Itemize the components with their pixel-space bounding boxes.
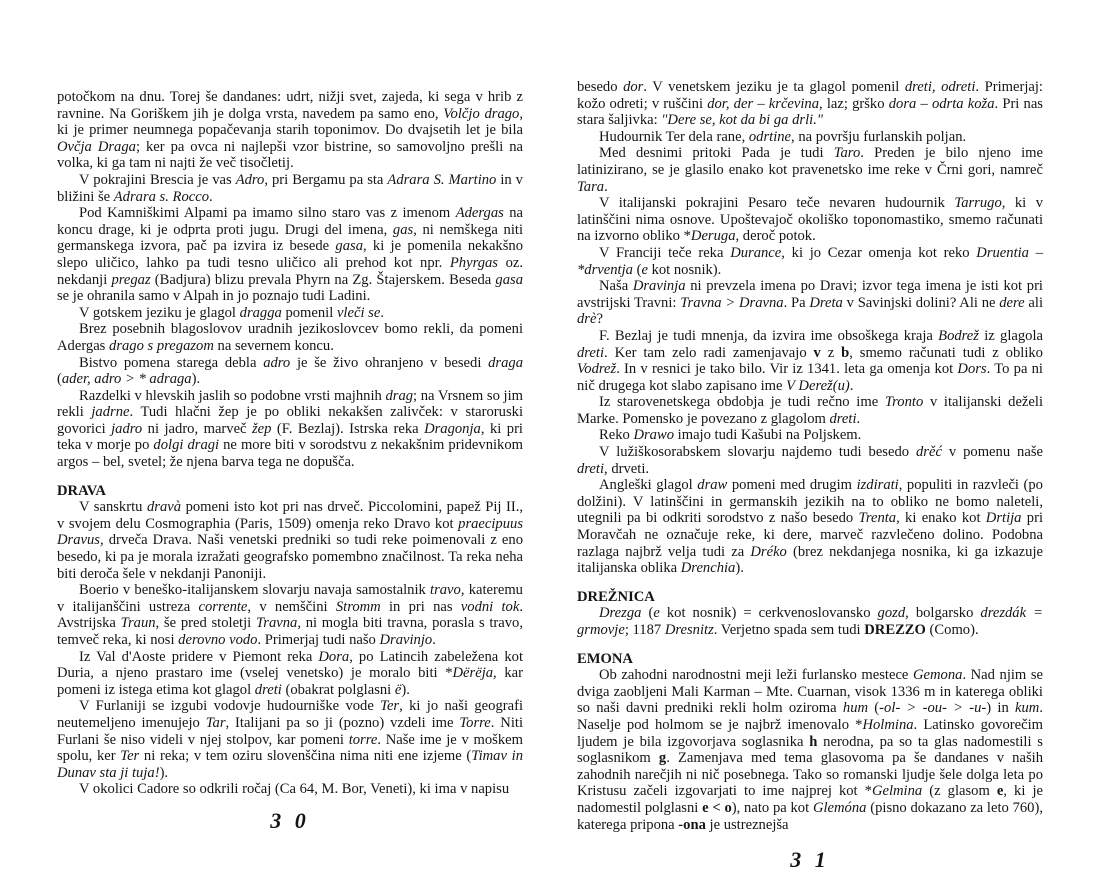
- text-run: V okolici Cadore so odkrili ročaj (Ca 64, M. Bor, Veneti), ki ima v napisu: [79, 781, 510, 798]
- bold-term: b: [841, 344, 850, 361]
- text-run: (Badjura) blizu prevala Phyrn na Zg. Štajerskem. Beseda: [150, 271, 496, 288]
- text-run: oz. nekdanji: [57, 254, 523, 288]
- text-run: , ki v latinščini nima osnove. Upoštevajoč okoliško toponomastiko, smemo računati na izvorno obliko *: [577, 195, 1043, 245]
- paragraph: [57, 649, 523, 699]
- paragraph: [57, 582, 523, 648]
- italic-term: Druentia – *drventja: [577, 244, 1044, 278]
- italic-term: Deruga: [690, 228, 736, 245]
- italic-term: jadrne: [91, 404, 130, 421]
- text-run: , ni nemškega niti germanskega izvora, pač pa izvira iz besede: [57, 221, 524, 255]
- text-run: (: [641, 605, 654, 622]
- text-run: , ki jo Cezar omenja kot reko: [781, 244, 977, 261]
- italic-term: Taro: [833, 145, 861, 162]
- text-run: , kar pomeni iz istega etima kot glagol: [57, 665, 523, 698]
- text-run: . To pa ni nič drugega kot slabo zapisano ime: [577, 361, 1043, 394]
- italic-term: Drezga: [599, 605, 642, 622]
- text-run: na koncu drage, ki je odprta proti jugu. Drugi del imena,: [57, 205, 523, 238]
- text-run: . Nad njim se dviga zaobljeni Mali Karman – Mte. Cuarnan, visok 1336 m in katerega obliki so naši davni predniki rekli holm oziroma: [577, 667, 1043, 717]
- text-run: pomeni isto kot pri nas drveč. Piccolomini, papež Pij II., v svojem delu Cosmographia (Paris, 1509) omenja reko Dravo kot: [57, 499, 523, 532]
- text-run: Angleški glagol: [599, 477, 698, 494]
- bold-term: g: [658, 750, 667, 767]
- section-dreznica-body: [577, 605, 1043, 638]
- text-run: (obakrat polglasni: [281, 681, 395, 698]
- text-run: Med desnimi pritoki Pada je tudi: [599, 145, 834, 162]
- text-run: . Niti Furlani še niso videli v njej stolpov, kar pomeni: [57, 714, 523, 748]
- italic-term: dor: [623, 79, 644, 95]
- right-intro: [577, 79, 1043, 577]
- bold-term: h: [809, 733, 818, 750]
- text-run: Razdelki v hlevskih jaslih so podobne vrsti majhnih: [79, 387, 386, 404]
- text-run: ne more biti v sorodstvu z nekakšnim pridevnikom argos – bel, svetel; že njena barva tega ne dopušča.: [57, 437, 523, 471]
- italic-term: dreti, odreti: [904, 79, 976, 95]
- text-run: imajo tudi Kašubi na Poljskem.: [674, 427, 862, 444]
- text-run: ).: [401, 681, 410, 698]
- text-run: V sanskrtu: [79, 499, 147, 516]
- text-run: . Tudi hlačni žep je po obliki nekakšen zalivček: v staroruski govorici: [57, 404, 523, 437]
- italic-term: hum: [842, 700, 869, 717]
- italic-term: dora – odrta koža: [888, 95, 995, 112]
- text-run: na severnem koncu.: [213, 337, 334, 354]
- italic-term: corrente: [198, 598, 248, 615]
- italic-term: pregaz: [111, 271, 151, 288]
- italic-term: Dors: [957, 361, 987, 378]
- text-run: ).: [159, 764, 169, 781]
- italic-term: dreti: [577, 460, 605, 477]
- italic-term: V Derež(u): [786, 377, 850, 394]
- text-run: (pisno dokazano za leto 760), katerega pripona: [577, 799, 1043, 833]
- italic-term: -ol- > -ou- > -u-: [879, 700, 987, 717]
- paragraph: [577, 667, 1043, 833]
- text-run: , smemo računati tudi z obliko: [849, 344, 1043, 361]
- italic-term: torre: [348, 731, 378, 748]
- italic-term: Gemona: [912, 667, 963, 684]
- italic-term: dreti: [829, 410, 857, 427]
- text-run: Bistvo pomena starega debla: [79, 354, 264, 371]
- italic-term: Dravinja: [632, 278, 686, 295]
- italic-term: Dora: [318, 648, 350, 665]
- paragraph: [577, 394, 1043, 427]
- text-run: , ki jo naši geografi neutemeljeno imenujejo: [57, 698, 523, 731]
- italic-term: kum: [1015, 700, 1040, 717]
- italic-term: ader, adro > * adraga: [61, 371, 192, 388]
- italic-term: Travna > Dravna: [680, 294, 784, 311]
- text-run: . Pa: [783, 294, 810, 311]
- text-run: . In v resnici je tako bilo. Vir iz 1341. leta ga omenja kot: [616, 361, 958, 378]
- text-run: (: [632, 261, 642, 278]
- paragraph: [577, 195, 1043, 245]
- text-run: Naša: [599, 278, 633, 295]
- text-run: (brez nekdanjega nosnika, ki ga izkazuje italijanska oblika: [577, 543, 1043, 577]
- paragraph: [577, 605, 1043, 638]
- section-emona-body: [577, 667, 1043, 833]
- italic-term: Drawo: [633, 427, 675, 444]
- italic-term: Vodrež: [577, 361, 617, 378]
- paragraph: [577, 278, 1043, 328]
- text-run: nerodna, pa so ta glas nadomestili s soglasnikom: [577, 733, 1043, 767]
- paragraph: [577, 427, 1043, 444]
- italic-term: dreti: [577, 344, 605, 361]
- italic-term: Tarrugo: [954, 195, 1002, 212]
- italic-term: Timav in Dunav sta ji tuja!: [57, 748, 523, 781]
- italic-term: odrtine: [748, 128, 792, 145]
- paragraph: [57, 499, 523, 582]
- italic-term: Adergas: [455, 205, 504, 222]
- text-run: (: [868, 700, 880, 717]
- section-heading-drava: DRAVA: [57, 482, 106, 499]
- italic-term: Adrara s. Rocco: [113, 188, 210, 205]
- paragraph: [57, 172, 523, 205]
- text-run: ni prevzela imena po Dravi; izvor tega imena je isti kot pri avstrijski Travni:: [577, 278, 1043, 311]
- text-run: Iz Val d'Aoste pridere v Piemont reka: [79, 648, 319, 665]
- text-run: , laz; grško: [819, 95, 889, 112]
- text-run: ni jadro, marveč: [142, 420, 252, 437]
- italic-term: Adro: [235, 171, 265, 188]
- text-run: Brez posebnih blagoslovov uradnih jezikoslovcev bomo rekli, da pomeni Adergas: [57, 321, 523, 354]
- text-run: Ob zahodni narodnostni meji leži furlansko mestece: [599, 667, 913, 684]
- italic-term: Volčjo drago: [443, 105, 520, 122]
- text-run: . Pri nas stara šaljivka:: [577, 95, 1043, 129]
- section-drava-body: [57, 499, 523, 798]
- italic-term: Holmina: [862, 716, 914, 733]
- italic-term: gasa: [335, 238, 363, 255]
- text-run: .: [604, 178, 608, 195]
- text-run: ).: [191, 371, 201, 388]
- italic-term: Ter: [120, 748, 140, 765]
- text-run: . Naselje pod holmom se je najbrž imenovalo *: [577, 700, 1043, 733]
- text-run: (F. Bezlaj). Istrska reka: [271, 420, 425, 437]
- paragraph: [577, 477, 1043, 577]
- text-run: , drveti.: [604, 460, 650, 477]
- text-run: .: [380, 304, 384, 321]
- italic-term: Adrara S. Martino: [387, 171, 497, 188]
- text-run: je še živo ohranjeno v besedi: [290, 354, 489, 371]
- text-run: ali: [1024, 294, 1043, 311]
- text-run: F. Bezlaj je tudi mnenja, da izvira ime obsoškega kraja: [599, 327, 939, 344]
- text-run: kot nosnik).: [647, 261, 722, 278]
- italic-term: Torre: [459, 714, 491, 731]
- bold-term: v: [813, 344, 821, 361]
- text-run: v pomenu naše: [941, 444, 1043, 461]
- text-run: potočkom na dnu. Torej še dandanes: udrt, nižji svet, zajeda, ki sega v hrib z ravnine. Na Goriškem jih je dolga vrsta, navedem pa samo eno,: [57, 89, 523, 122]
- italic-term: "Dere se, kot da bi ga drli.": [661, 112, 823, 129]
- text-run: , še pred stoletji: [155, 615, 256, 632]
- text-run: ) in: [986, 700, 1016, 717]
- italic-term: Tar: [205, 714, 226, 731]
- text-run: z: [820, 344, 842, 361]
- text-run: , ki je pomenila nekakšno slepo uličico, lahko pa tudi tesno uličico ali prehod kot npr.: [57, 238, 523, 271]
- italic-term: Trenta: [858, 510, 897, 527]
- text-run: , na površju furlanskih poljan.: [791, 128, 967, 145]
- text-run: ; ker pa ovca ni najlepši vzor bistrine, so samovoljno prešli na volka, ki ga tam ni najti že več tisočletij.: [57, 138, 523, 172]
- italic-term: Traun: [120, 615, 156, 632]
- italic-term: e: [653, 605, 660, 622]
- text-run: , ki enako kot: [896, 510, 986, 527]
- italic-term: Dravinjo: [379, 632, 433, 648]
- text-run: V Furlaniji se izgubi vodovje hudourniške vode: [79, 698, 381, 715]
- text-run: . Preden je bilo njeno ime latinizirano, se je glasilo enako kot pravenetsko ime reke v Črni gori, namreč: [577, 145, 1043, 178]
- text-run: se je ohranila samo v Alpah in jo poznajo tudi Ladini.: [57, 288, 371, 305]
- text-run: in pri nas: [380, 598, 461, 615]
- italic-term: Ovčja Draga: [57, 138, 136, 155]
- text-run: . Latinsko govorečim ljudem je bila izgovorjava soglasnika: [577, 716, 1043, 750]
- paragraph: [57, 205, 523, 305]
- italic-term: Dragonja: [424, 420, 481, 437]
- text-run: . Zamenjava med tema glasovoma pa še dandanes v naših zahodnih narečjih ni nič posebnega. Tako so romanski ljudje šele dolga leta po Kristusu začeli izgovarjati to ime najprej kot *: [577, 750, 1043, 800]
- italic-term: dere: [999, 294, 1025, 311]
- right-page: [577, 0, 1043, 873]
- page-number-left: 3 0: [270, 807, 310, 833]
- italic-term: Durance: [730, 244, 782, 261]
- text-run: V pokrajini Brescia je vas: [79, 171, 236, 188]
- text-run: , bolgarsko: [905, 605, 981, 622]
- italic-term: e: [641, 261, 648, 278]
- text-run: .: [209, 188, 213, 205]
- italic-term: vleči se: [336, 304, 381, 321]
- text-run: kot nosnik) = cerkvenoslovansko: [659, 605, 878, 622]
- italic-term: drag: [385, 387, 414, 404]
- paragraph: [57, 89, 523, 172]
- paragraph: [577, 129, 1043, 146]
- text-run: , deroč potok.: [735, 228, 816, 245]
- italic-term: drago s pregazom: [109, 337, 214, 354]
- italic-term: Drenchia: [680, 560, 736, 577]
- paragraph: [57, 305, 523, 322]
- paragraph: [577, 444, 1043, 477]
- italic-term: dor, der – krčevina: [707, 95, 820, 112]
- text-run: V italijanski pokrajini Pesaro teče nevaren hudournik: [599, 195, 955, 212]
- paragraph: [57, 698, 523, 781]
- text-run: . Ker tam zelo radi zamenjavajo: [604, 344, 814, 361]
- italic-term: Dreta: [809, 294, 843, 311]
- italic-term: adro: [263, 354, 291, 371]
- italic-term: žep: [252, 420, 272, 437]
- bold-term: DREZZO: [864, 622, 926, 638]
- italic-term: Tronto: [884, 394, 924, 411]
- italic-term: dragga: [239, 304, 282, 321]
- text-run: V Franciji teče reka: [599, 244, 731, 261]
- italic-term: draga: [488, 354, 523, 371]
- section-heading-emona: EMONA: [577, 650, 633, 667]
- text-run: V lužiškosorabskem slovarju najdemo tudi besedo: [599, 444, 916, 461]
- text-run: iz glagola: [978, 327, 1043, 344]
- text-run: pomeni med drugim: [727, 477, 857, 494]
- text-run: , ki je nadomestil polglasni: [577, 783, 1043, 816]
- text-run: . V venetskem jeziku je ta glagol pomenil: [643, 79, 905, 95]
- text-run: pri Moravčah ne označuje reke, ki dere, marveč razvlečeno dolino. Podobna razlaga najbrž velja tudi za: [577, 510, 1043, 560]
- italic-term: Glemóna: [812, 799, 867, 816]
- text-run: . Primerjaj: kožo odreti; v ruščini: [577, 79, 1043, 112]
- italic-term: praecipuus Dravus: [57, 515, 523, 549]
- text-run: (Como).: [925, 622, 979, 638]
- text-run: .: [849, 377, 854, 394]
- paragraph: [57, 355, 523, 388]
- italic-term: drè: [577, 311, 597, 328]
- left-intro: [57, 89, 523, 471]
- paragraph: [577, 245, 1043, 278]
- italic-term: Dërëja: [452, 665, 494, 682]
- text-run: . Avstrijska: [57, 598, 523, 632]
- text-run: , pri Bergamu pa sta: [264, 171, 388, 188]
- italic-term: dolgi dragi: [153, 437, 220, 454]
- text-run: , drveča Drava. Naši venetski predniki so tudi reke poimenovali z eno besedo, ki pa je morala izražati geografsko pomembno značilnost. Ta reka neha biti deroča šele v nekdanji Panoniji.: [57, 532, 523, 582]
- bold-term: e: [996, 783, 1004, 800]
- text-run: , Italijani pa so ji (pozno) vzdeli ime: [225, 714, 460, 731]
- italic-term: drezdák = grmovje: [577, 605, 1043, 638]
- text-run: Hudournik Ter dela rane,: [599, 128, 749, 145]
- italic-term: vodni tok: [460, 598, 520, 615]
- italic-term: Gelmina: [871, 783, 923, 800]
- text-run: , populiti in razvleči (po dolžini). V latinščini in germanskih jezikih na to obliko ne bomo naleteli, utegnili pa bi odkriti sorodstvo z našo besedo: [577, 477, 1043, 527]
- paragraph: [577, 145, 1043, 195]
- text-run: ).: [735, 560, 744, 577]
- text-run: , po Latincih zabeležena kot Duria, a njeno prastaro ime (vselej venetsko) je moralo biti *: [57, 648, 523, 682]
- text-run: , ki je primer neumnega popačevanja starih toponimov. Do dvajsetih let je bila: [57, 105, 523, 139]
- left-page: [57, 0, 523, 834]
- paragraph: [577, 79, 1043, 129]
- text-run: , ki pri teka v morje po: [57, 420, 523, 454]
- italic-term: Dréko: [750, 543, 787, 560]
- text-run: , ni mogla biti travna, porasla s travo, temveč reka, ki nosi: [57, 615, 524, 648]
- text-run: , v nemščini: [247, 598, 336, 615]
- text-run: ; na Vrsnem so jim rekli: [57, 387, 523, 421]
- italic-term: jadro: [111, 420, 143, 437]
- italic-term: gozd: [877, 605, 906, 622]
- italic-term: drěć: [915, 444, 942, 461]
- paragraph: [57, 781, 523, 798]
- italic-term: Dresnitz: [664, 622, 714, 638]
- text-run: Pod Kamniškimi Alpami pa imamo silno staro vas z imenom: [79, 205, 456, 222]
- text-run: . Primerjaj tudi našo: [257, 632, 380, 648]
- text-run: (: [57, 371, 62, 388]
- text-run: .: [432, 632, 436, 648]
- text-run: in v bližini še: [57, 171, 523, 205]
- left-page-text: [57, 89, 523, 798]
- italic-term: Travna: [255, 615, 298, 632]
- italic-term: Tara: [577, 178, 605, 195]
- italic-term: Stromm: [335, 598, 381, 615]
- italic-term: draw: [697, 477, 728, 494]
- italic-term: gasa: [495, 271, 523, 288]
- text-run: V gotskem jeziku je glagol: [79, 304, 240, 321]
- text-run: v italijanski deželi Marke. Pomensko je povezano z glagolom: [577, 394, 1044, 427]
- text-run: Iz starovenetskega obdobja je tudi rečno ime: [599, 394, 885, 411]
- italic-term: Bodrež: [938, 327, 979, 344]
- page-number-right: 3 1: [790, 847, 830, 873]
- text-run: , kateremu v italijanščini ustreza: [57, 582, 523, 615]
- italic-term: derovno vodo: [178, 632, 258, 648]
- paragraph: [57, 388, 523, 471]
- section-heading-dreznica: DREŽNICA: [577, 588, 655, 605]
- paragraph: [57, 321, 523, 354]
- text-run: . Verjetno spada sem tudi: [713, 622, 865, 638]
- text-run: pomenil: [281, 304, 337, 321]
- text-run: je ustreznejša: [705, 816, 789, 833]
- text-run: .: [856, 410, 861, 427]
- italic-term: dravà: [146, 499, 182, 516]
- bold-term: -ona: [678, 816, 706, 833]
- text-run: ; 1187: [624, 622, 665, 638]
- text-run: besedo: [577, 79, 624, 95]
- text-run: ?: [596, 311, 603, 328]
- italic-term: ë: [394, 681, 402, 698]
- paragraph: [577, 328, 1043, 394]
- text-run: ), nato pa kot: [731, 799, 813, 816]
- italic-term: travo: [430, 582, 461, 599]
- italic-term: Drtija: [985, 510, 1022, 527]
- right-page-text: [577, 79, 1043, 833]
- italic-term: Phyrgas: [449, 254, 498, 271]
- text-run: . Naše ime je v moškem spolu, ker: [57, 731, 523, 765]
- bold-term: e < o: [702, 799, 732, 816]
- italic-term: gas: [392, 221, 414, 238]
- text-run: Boerio v beneško-italijanskem slovarju navaja samostalnik: [79, 582, 431, 599]
- italic-term: Ter: [380, 698, 400, 715]
- text-run: ni reka; v tem oziru slovenščina nima niti ene izjeme (: [139, 748, 472, 765]
- italic-term: dreti: [254, 681, 282, 698]
- text-run: Reko: [599, 427, 634, 444]
- text-run: (z glasom: [922, 783, 997, 800]
- text-run: v Savinjski dolini? Ali ne: [842, 294, 1000, 311]
- italic-term: izdirati: [856, 477, 899, 494]
